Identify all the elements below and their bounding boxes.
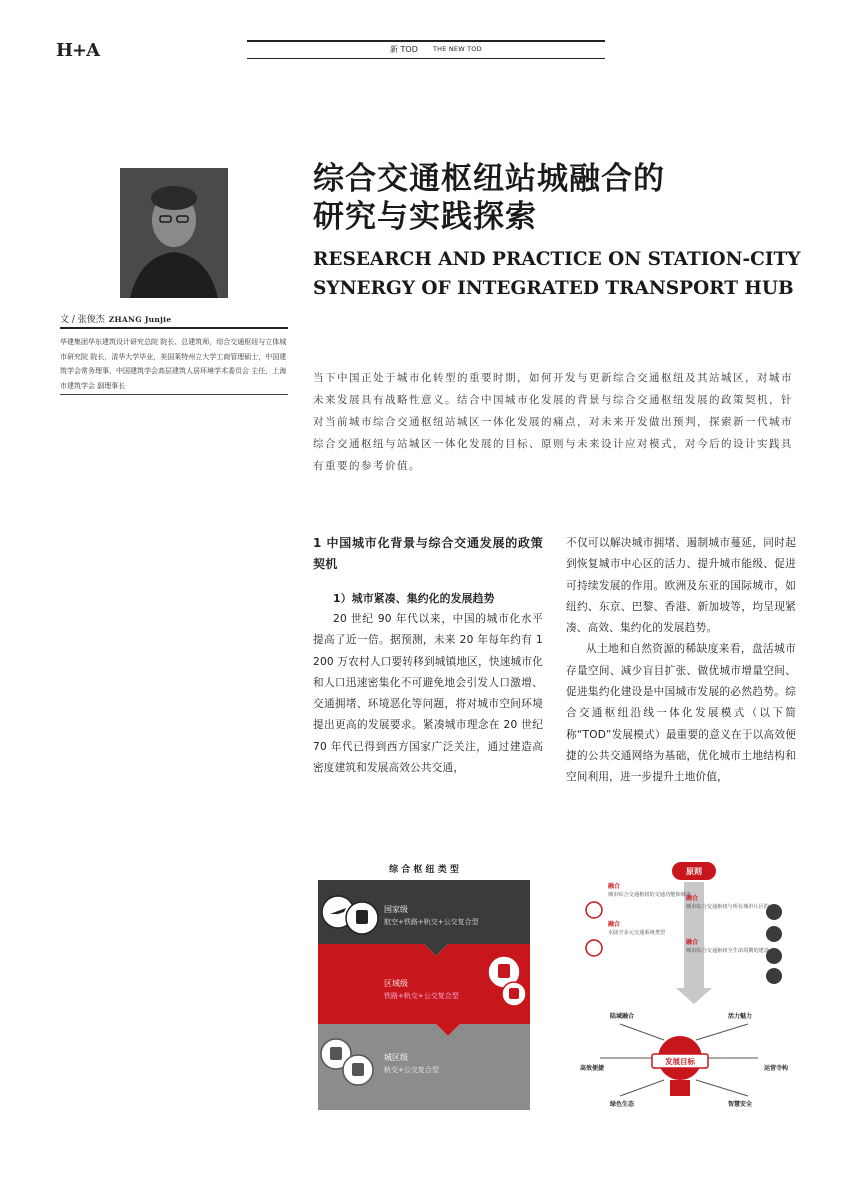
section-label-cn: 新 TOD <box>390 45 418 54</box>
principle-text-2: 城市综合交通枢纽与所在城市片区的 <box>686 904 770 910</box>
level-name-district: 城区级 <box>384 1053 408 1062</box>
principles-goals-diagram <box>580 858 800 1110</box>
body-column-2 <box>566 533 796 789</box>
bio-rule <box>60 394 288 395</box>
body-paragraph-continued: 不仅可以解决城市拥堵、遏制城市蔓延，同时起到恢复城市中心区的活力、提升城市能级、促进可持续发展的作用。欧洲及东亚的国际城市，如纽约、东京、巴黎、香港、新加坡等，均呈现紧凑、高效、集约化的发展趋势。 <box>566 537 796 635</box>
portrait-illustration <box>120 168 228 298</box>
diagram-title: 综 合 枢 纽 类 型 <box>389 865 459 875</box>
title-cn-line2: 研究与实践探索 <box>313 199 537 235</box>
header-rule-top <box>247 40 605 42</box>
goal-label: 发展目标 <box>665 1057 695 1066</box>
hub-types-diagram <box>318 858 530 1110</box>
goal-3: 高效便捷 <box>580 1065 605 1072</box>
bus-icon <box>502 982 526 1006</box>
principle-tag-2: 融合 <box>686 895 699 902</box>
level-desc-national: 航空+铁路+轨交+公交复合型 <box>384 918 479 926</box>
goal-1: 陆域融合 <box>610 1013 635 1020</box>
goal-2: 活力魅力 <box>728 1013 753 1020</box>
principle-label: 原则 <box>686 867 702 876</box>
title-en-line1: RESEARCH AND PRACTICE ON STATION-CITY <box>313 249 801 270</box>
level-name-regional: 区域级 <box>384 979 408 988</box>
author-name-cn: 文 / 张俊杰 <box>60 315 105 325</box>
author-byline <box>60 312 171 325</box>
train-icon <box>346 902 378 934</box>
section-heading: 1 中国城市化背景与综合交通发展的政策契机 <box>313 536 543 571</box>
author-portrait <box>120 168 228 298</box>
abstract: 当下中国正处于城市化转型的重要时期，如何开发与更新综合交通枢纽及其站城区，对城市未来发展具有战略性意义。结合中国城市化发展的背景与综合交通枢纽发展的政策契机，针对当前城市综合交通枢纽站城区一体化发展的痛点，对未来开发做出预判，探索新一代城市综合交通枢纽与站城区一体化发展的目标、原则与未来设计应对模式，对今后的设计实践具有重要的参考价值。 <box>313 372 793 472</box>
subsection-heading: 1）城市紧凑、集约化的发展趋势 <box>333 592 495 605</box>
principle-text-3: 水陆空多元交通系统类型 <box>608 930 666 936</box>
principle-text-1: 城市综合交通枢纽的交通功能和城市 <box>608 892 692 898</box>
principle-tag-3: 融合 <box>608 921 621 928</box>
lightbulb-icon <box>652 1036 708 1096</box>
magazine-logo: H+A <box>56 40 100 61</box>
body-column-1 <box>313 533 543 779</box>
author-name-en: ZHANG Junjie <box>108 315 172 324</box>
author-bio: 华建集团华东建筑设计研究总院 院长、总建筑师，综合交通枢纽与立体城市研究院 院长，清华大学毕业，美国莱特州立大学工商管理硕士，中国建筑学会常务理事，中国建筑学会高层建筑人居环境学术委员会 主任，上海市建筑学会 副理事长 <box>60 338 287 390</box>
goal-4: 运营寺构 <box>764 1065 789 1072</box>
article-title-en <box>313 245 813 303</box>
goal-6: 智慧安全 <box>728 1101 753 1108</box>
body-paragraph: 从土地和自然资源的稀缺度来看，盘活城市存量空间、减少盲目扩张、做优城市增量空间、促进集约化建设是中国城市发展的必然趋势。综合交通枢纽沿线一体化发展模式（以下简称“TOD”发展模式）最重要的意义在于以高效便捷的公共交通网络为基础，优化城市土地结构和空间利用，进一步提升土地价值， <box>566 643 796 784</box>
level-name-national: 国家级 <box>384 905 408 914</box>
section-label-en: THE NEW TOD <box>433 45 482 53</box>
title-en-line2: SYNERGY OF INTEGRATED TRANSPORT HUB <box>313 278 794 299</box>
principle-tag-4: 融合 <box>686 939 699 946</box>
principle-text-4: 城市综合交通枢纽全生命周期的建设 <box>686 948 770 954</box>
title-cn-line1: 综合交通枢纽站城融合的 <box>313 161 665 197</box>
principle-tag-1: 融合 <box>608 883 621 890</box>
bus-icon-district <box>343 1055 373 1085</box>
header-rule-bottom <box>247 58 605 59</box>
article-title-cn <box>313 160 665 236</box>
body-paragraph: 20 世纪 90 年代以来，中国的城市化水平提高了近一倍。据预测，未来 20 年每年约有 1 200 万农村人口要转移到城镇地区，快速城市化和人口迅速密集化不可避免地会引发人口激增、交通拥堵、环境恶化等问题，将对城市空间环境提出更高的发展要求。紧凑城市理念在 20 世纪 70 年代已得到西方国家广泛关注，通过建造高密度建筑和发展高效公共交通， <box>313 613 543 775</box>
author-rule <box>60 327 288 329</box>
level-desc-district: 轨交+公交复合型 <box>384 1066 439 1074</box>
level-desc-regional: 铁路+轨交+公交复合型 <box>384 992 459 1000</box>
goal-5: 绿色生态 <box>610 1101 635 1108</box>
